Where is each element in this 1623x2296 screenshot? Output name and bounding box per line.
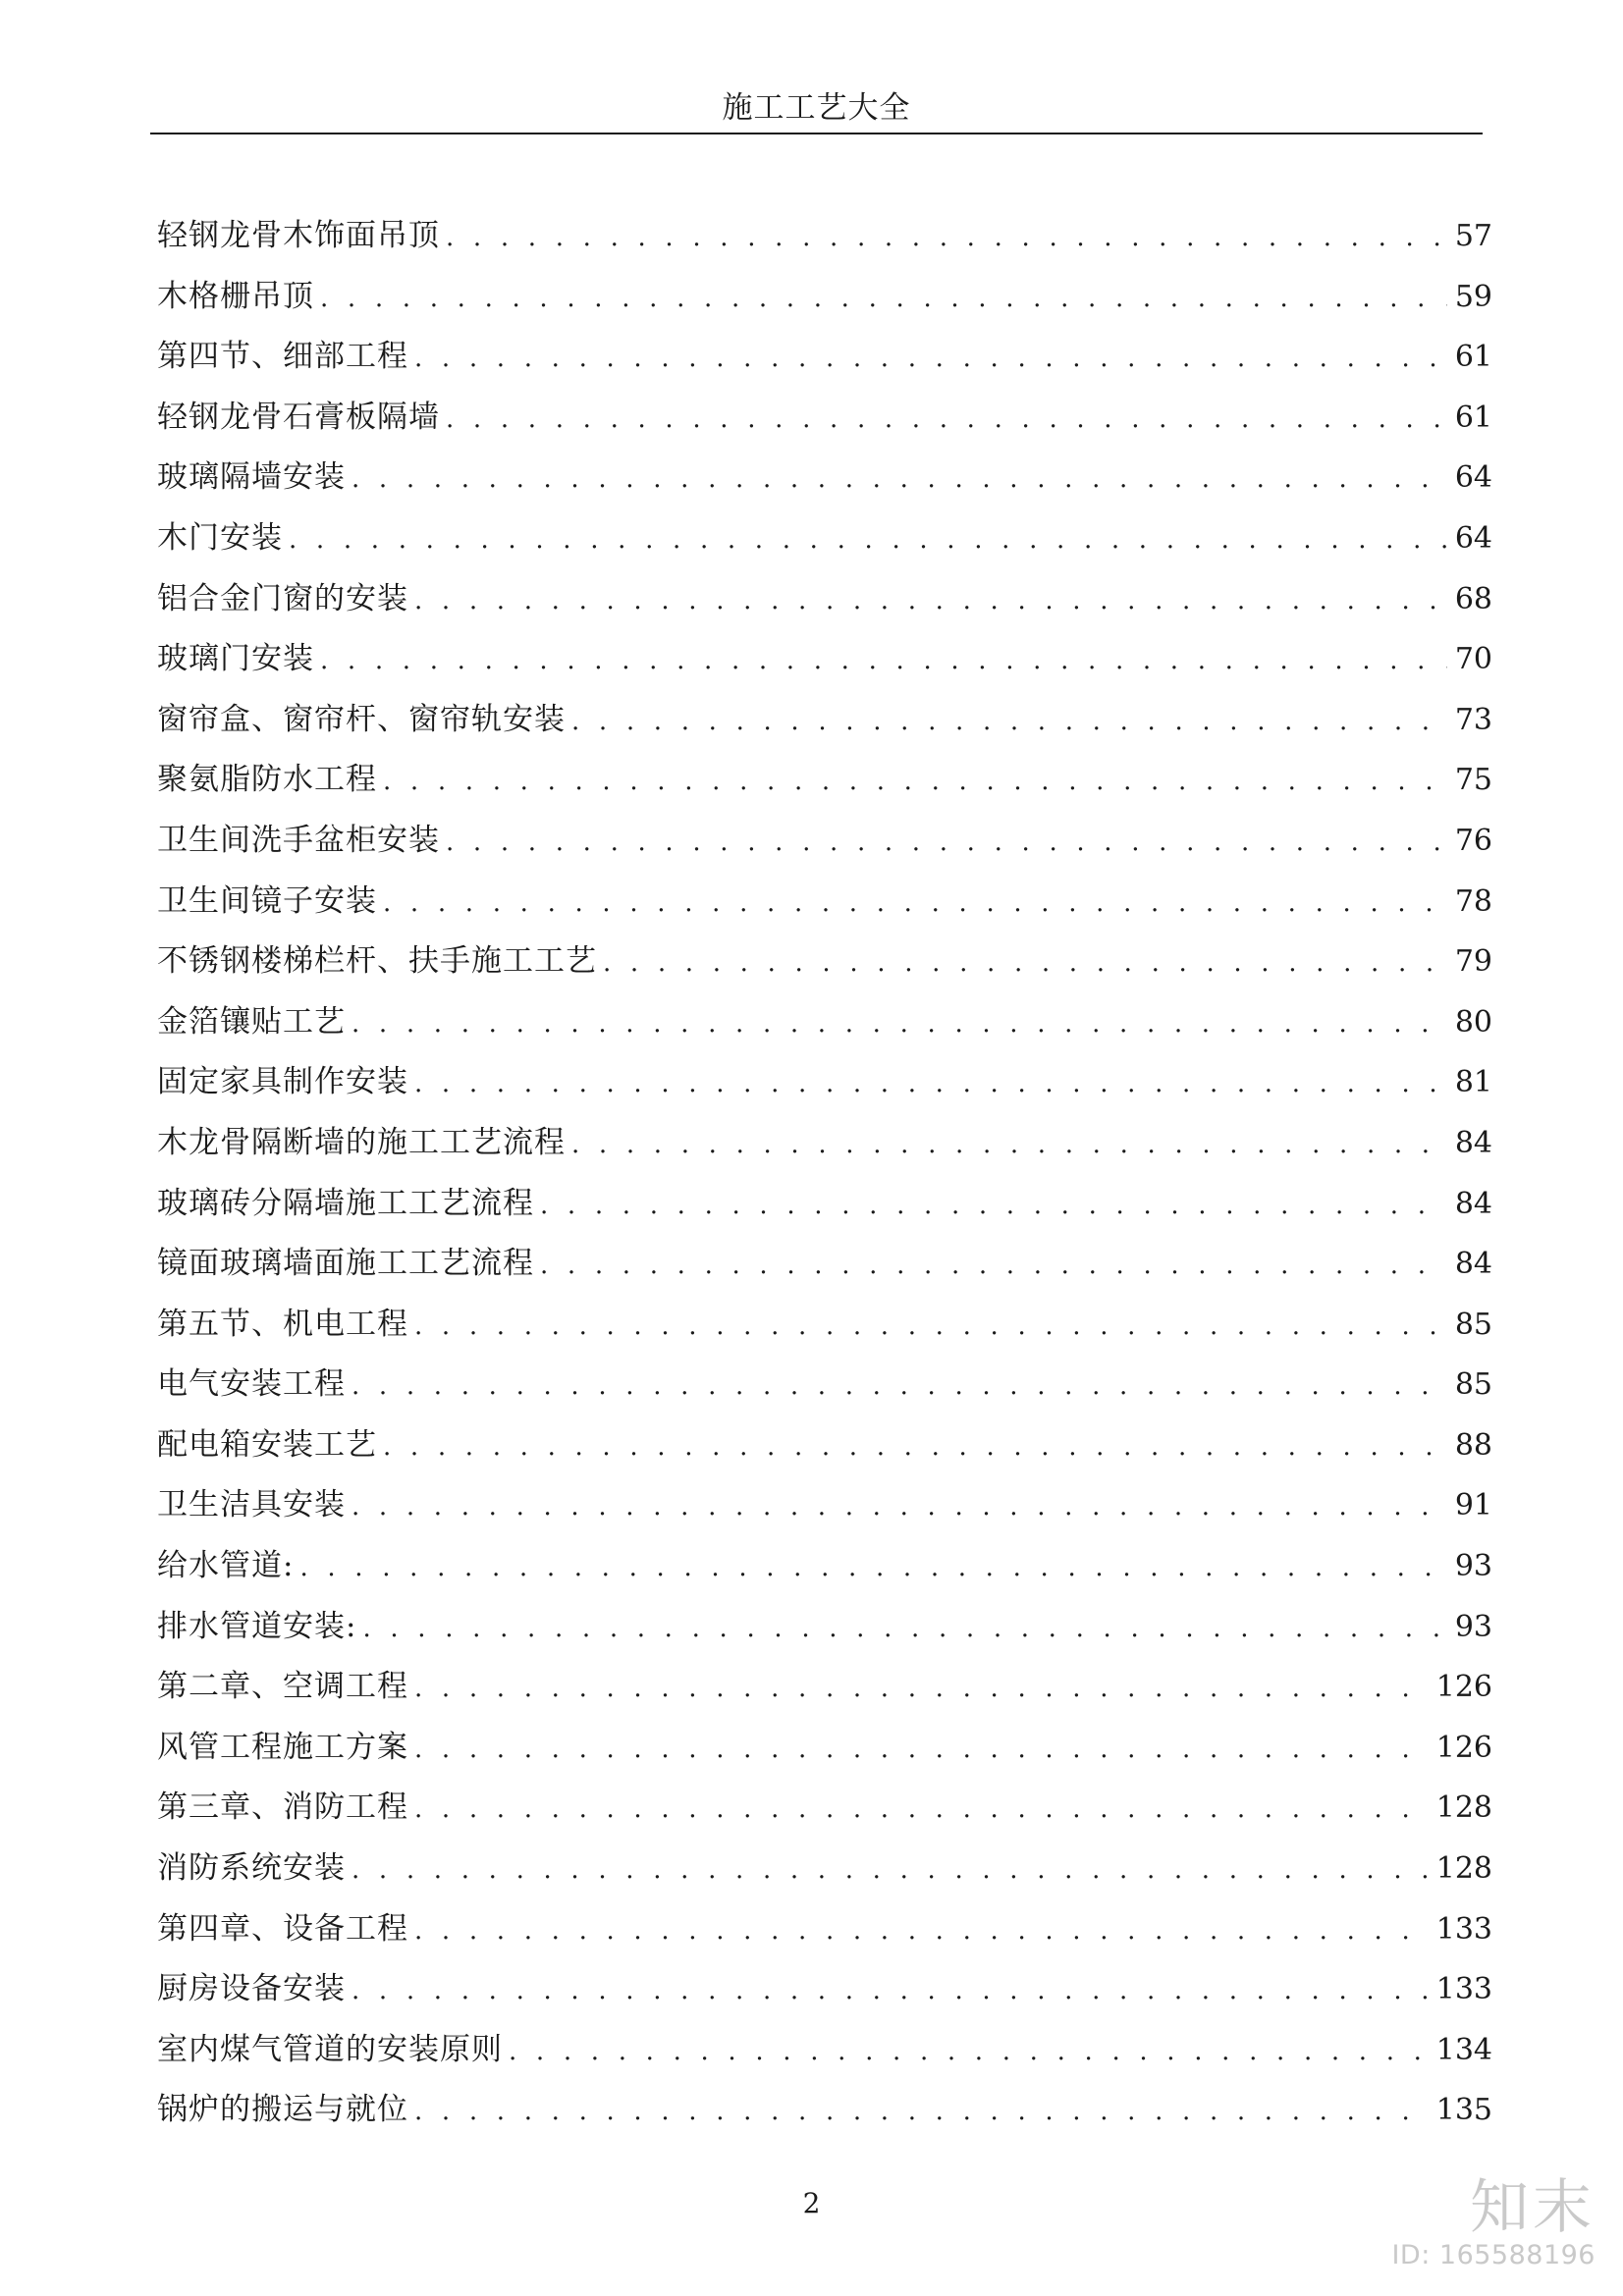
toc-entry[interactable]: [157, 1415, 1492, 1476]
toc-dot-leader: [352, 994, 1447, 1055]
table-of-contents: [157, 206, 1492, 2141]
toc-entry-title: 第四章、设备工程: [157, 1910, 408, 1947]
toc-entry[interactable]: [157, 1959, 1492, 2020]
toc-entry-title: 第二章、空调工程: [157, 1669, 408, 1705]
toc-entry-page: 76: [1454, 823, 1492, 858]
toc-entry-title: 第五节、机电工程: [157, 1306, 408, 1342]
toc-entry-page: 70: [1454, 642, 1492, 677]
toc-entry-title: 玻璃砖分隔墙施工工艺流程: [157, 1185, 534, 1221]
toc-entry-page: 78: [1454, 883, 1492, 919]
toc-entry[interactable]: [157, 1355, 1492, 1415]
toc-entry[interactable]: [157, 1475, 1492, 1536]
toc-dot-leader: [383, 874, 1447, 934]
toc-entry-page: 133: [1435, 1972, 1492, 2007]
toc-entry-title: 不锈钢楼梯栏杆、扶手施工工艺: [157, 943, 597, 980]
toc-entry-title: 固定家具制作安装: [157, 1064, 408, 1100]
toc-dot-leader: [289, 510, 1447, 571]
toc-entry[interactable]: [157, 690, 1492, 751]
toc-entry-page: 128: [1435, 1790, 1492, 1826]
toc-entry-page: 126: [1435, 1730, 1492, 1765]
toc-entry[interactable]: [157, 2020, 1492, 2081]
toc-dot-leader: [446, 208, 1447, 269]
toc-dot-leader: [383, 752, 1447, 813]
watermark-id: ID: 165588196: [1391, 2240, 1596, 2270]
toc-entry[interactable]: [157, 267, 1492, 328]
toc-entry[interactable]: [157, 1295, 1492, 1356]
toc-entry[interactable]: [157, 872, 1492, 933]
toc-entry-page: 128: [1435, 1851, 1492, 1887]
toc-dot-leader: [352, 1841, 1429, 1901]
toc-entry-page: 64: [1454, 520, 1492, 556]
toc-dot-leader: [571, 692, 1447, 753]
toc-entry-page: 61: [1454, 340, 1492, 375]
toc-entry[interactable]: [157, 811, 1492, 872]
toc-dot-leader: [571, 1115, 1447, 1176]
toc-entry-title: 玻璃门安装: [157, 641, 314, 677]
toc-entry-title: 卫生间镜子安装: [157, 882, 377, 919]
toc-entry-title: 轻钢龙骨石膏板隔墙: [157, 399, 440, 435]
toc-entry-page: 64: [1454, 460, 1492, 496]
toc-entry-page: 57: [1454, 219, 1492, 253]
toc-entry-title: 室内煤气管道的安装原则: [157, 2031, 503, 2067]
page-number: 2: [802, 2187, 821, 2219]
toc-dot-leader: [414, 1054, 1447, 1115]
toc-dot-leader: [383, 1417, 1447, 1478]
toc-entry[interactable]: [157, 448, 1492, 508]
toc-entry-title: 聚氨脂防水工程: [157, 762, 377, 798]
toc-entry-page: 61: [1454, 400, 1492, 435]
toc-entry-page: 133: [1435, 1911, 1492, 1947]
toc-entry-page: 93: [1454, 1549, 1492, 1584]
toc-dot-leader: [540, 1236, 1447, 1297]
toc-entry-title: 木龙骨隔断墙的施工工艺流程: [157, 1124, 566, 1160]
toc-entry-title: 金箔镶贴工艺: [157, 1003, 346, 1040]
toc-dot-leader: [414, 1901, 1429, 1962]
toc-entry[interactable]: [157, 508, 1492, 569]
toc-entry-title: 厨房设备安装: [157, 1971, 346, 2007]
toc-entry-page: 84: [1454, 1125, 1492, 1160]
toc-entry-title: 镜面玻璃墙面施工工艺流程: [157, 1246, 534, 1282]
toc-dot-leader: [446, 813, 1447, 874]
toc-dot-leader: [352, 1357, 1447, 1417]
toc-entry-page: 93: [1454, 1609, 1492, 1644]
toc-entry[interactable]: [157, 1113, 1492, 1174]
toc-entry[interactable]: [157, 388, 1492, 449]
watermark-logo: 知末: [1470, 2173, 1596, 2242]
toc-entry[interactable]: [157, 932, 1492, 992]
toc-entry-title: 窗帘盒、窗帘杆、窗帘轨安装: [157, 701, 566, 737]
toc-entry-title: 木门安装: [157, 519, 283, 556]
toc-entry-page: 135: [1435, 2093, 1492, 2128]
toc-entry-title: 卫生间洗手盆柜安装: [157, 822, 440, 858]
toc-dot-leader: [414, 2082, 1429, 2143]
toc-dot-leader: [414, 1720, 1429, 1781]
toc-entry-title: 排水管道安装:: [157, 1608, 357, 1644]
toc-entry-title: 轻钢龙骨木饰面吊顶: [157, 218, 440, 253]
header-rule: [150, 133, 1483, 134]
toc-entry-title: 配电箱安装工艺: [157, 1426, 377, 1463]
toc-entry[interactable]: [157, 1234, 1492, 1295]
toc-entry-title: 消防系统安装: [157, 1850, 346, 1887]
toc-entry[interactable]: [157, 992, 1492, 1053]
toc-entry[interactable]: [157, 1778, 1492, 1839]
toc-entry-title: 第三章、消防工程: [157, 1789, 408, 1826]
watermark: [1360, 2173, 1596, 2272]
toc-entry-title: 电气安装工程: [157, 1366, 346, 1403]
toc-entry[interactable]: [157, 1536, 1492, 1597]
toc-entry-title: 第四节、细部工程: [157, 339, 408, 375]
toc-dot-leader: [446, 390, 1447, 451]
toc-entry[interactable]: [157, 327, 1492, 388]
toc-entry[interactable]: [157, 569, 1492, 630]
toc-dot-leader: [414, 329, 1447, 390]
toc-entry[interactable]: [157, 1899, 1492, 1960]
toc-entry-page: 84: [1454, 1186, 1492, 1221]
toc-dot-leader: [540, 1176, 1447, 1237]
toc-entry-page: 85: [1454, 1367, 1492, 1403]
toc-dot-leader: [299, 1538, 1446, 1599]
toc-dot-leader: [362, 1599, 1446, 1660]
toc-dot-leader: [414, 1659, 1429, 1720]
toc-entry-title: 木格栅吊顶: [157, 278, 314, 314]
toc-entry-page: 88: [1454, 1427, 1492, 1463]
toc-entry-page: 73: [1454, 702, 1492, 737]
toc-entry-page: 59: [1454, 279, 1492, 314]
toc-entry-page: 85: [1454, 1307, 1492, 1342]
toc-dot-leader: [509, 2022, 1429, 2083]
toc-entry-page: 81: [1454, 1065, 1492, 1100]
toc-entry-title: 玻璃隔墙安装: [157, 459, 346, 496]
toc-dot-leader: [320, 631, 1447, 692]
toc-entry[interactable]: [157, 206, 1492, 267]
toc-entry[interactable]: [157, 1657, 1492, 1718]
toc-entry-title: 卫生洁具安装: [157, 1487, 346, 1523]
toc-entry-page: 126: [1435, 1670, 1492, 1705]
toc-entry-page: 134: [1435, 2032, 1492, 2067]
toc-entry[interactable]: [157, 2080, 1492, 2141]
toc-entry-page: 91: [1454, 1488, 1492, 1523]
toc-entry[interactable]: [157, 750, 1492, 811]
toc-entry-title: 风管工程施工方案: [157, 1729, 408, 1765]
toc-entry-title: 锅炉的搬运与就位: [157, 2092, 408, 2128]
toc-entry-page: 79: [1454, 944, 1492, 980]
toc-dot-leader: [352, 1477, 1447, 1538]
toc-entry-page: 84: [1454, 1247, 1492, 1282]
toc-entry[interactable]: [157, 1174, 1492, 1235]
toc-entry-title: 给水管道:: [157, 1548, 295, 1584]
toc-dot-leader: [414, 1297, 1447, 1358]
toc-entry[interactable]: [157, 629, 1492, 690]
toc-entry[interactable]: [157, 1052, 1492, 1113]
toc-entry[interactable]: [157, 1718, 1492, 1779]
toc-dot-leader: [352, 1961, 1429, 2022]
toc-dot-leader: [352, 450, 1447, 510]
toc-entry[interactable]: [157, 1839, 1492, 1899]
toc-entry-page: 80: [1454, 1004, 1492, 1040]
toc-dot-leader: [603, 934, 1447, 994]
toc-entry-page: 75: [1454, 763, 1492, 798]
toc-dot-leader: [414, 571, 1447, 632]
toc-entry[interactable]: [157, 1597, 1492, 1658]
toc-dot-leader: [320, 269, 1447, 330]
toc-entry-page: 68: [1454, 581, 1492, 616]
toc-dot-leader: [414, 1780, 1429, 1841]
toc-entry-title: 铝合金门窗的安装: [157, 580, 408, 616]
page-header: 施工工艺大全: [722, 90, 911, 126]
